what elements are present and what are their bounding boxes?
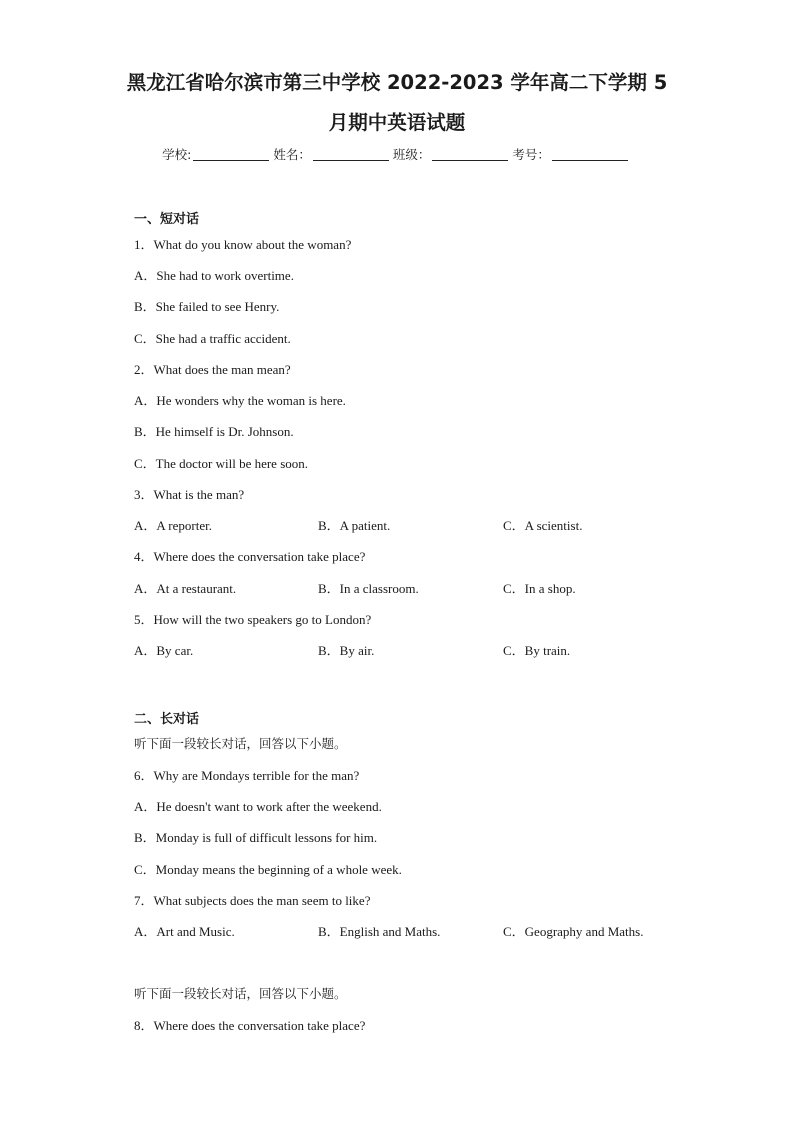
question-4-option-b[interactable]: B．In a classroom. (318, 581, 419, 596)
question-7-stem: 7．What subjects does the man seem to like? (134, 893, 371, 908)
student-info-line (0, 145, 794, 163)
question-6-option-c[interactable]: C．Monday means the beginning of a whole week. (134, 862, 402, 877)
title-line-1: 黑龙江省哈尔滨市第三中学校 2022-2023 学年高二下学期 5 (126, 71, 668, 94)
question-6-option-a[interactable]: A．He doesn't want to work after the weekend. (134, 799, 382, 814)
section-2-intro-1: 听下面一段较长对话，回答以下小题。 (134, 736, 347, 751)
question-5-option-b[interactable]: B．By air. (318, 643, 375, 658)
question-7-option-b[interactable]: B．English and Maths. (318, 924, 441, 939)
question-3-stem: 3．What is the man? (134, 487, 245, 502)
question-2-stem: 2．What does the man mean? (134, 362, 291, 377)
class-label: 班级： (392, 147, 431, 162)
question-8-stem: 8．Where does the conversation take place? (134, 1018, 366, 1033)
title-line-2: 月期中英语试题 (328, 111, 466, 134)
question-3-option-c[interactable]: C．A scientist. (503, 518, 583, 533)
question-4-stem: 4．Where does the conversation take place? (134, 549, 366, 564)
school-blank[interactable] (193, 148, 269, 161)
number-label: 考号： (512, 147, 550, 162)
question-1-stem: 1．What do you know about the woman? (134, 237, 352, 252)
question-6-stem: 6．Why are Mondays terrible for the man? (134, 768, 360, 783)
number-blank[interactable] (552, 148, 628, 161)
class-blank[interactable] (432, 148, 508, 161)
question-5-option-c[interactable]: C．By train. (503, 643, 571, 658)
question-1-option-c[interactable]: C．She had a traffic accident. (134, 331, 291, 346)
question-2-option-a[interactable]: A．He wonders why the woman is here. (134, 393, 346, 408)
question-5-option-a[interactable]: A．By car. (134, 643, 194, 658)
question-1-option-b[interactable]: B．She failed to see Henry. (134, 299, 280, 314)
section-2-heading: 二、长对话 (134, 712, 200, 727)
section-2-intro-2: 听下面一段较长对话，回答以下小题。 (134, 986, 347, 1001)
question-4-option-c[interactable]: C．In a shop. (503, 581, 576, 596)
question-5-stem: 5．How will the two speakers go to London? (134, 612, 372, 627)
name-blank[interactable] (313, 148, 389, 161)
question-6-option-b[interactable]: B．Monday is full of difficult lessons for him. (134, 830, 378, 845)
question-3-option-b[interactable]: B．A patient. (318, 518, 391, 533)
question-1-option-a[interactable]: A．She had to work overtime. (134, 268, 294, 283)
question-7-option-a[interactable]: A．Art and Music. (134, 924, 235, 939)
question-3-option-a[interactable]: A．A reporter. (134, 518, 212, 533)
question-4-option-a[interactable]: A．At a restaurant. (134, 581, 237, 596)
name-label: 姓名： (273, 147, 311, 162)
question-2-option-c[interactable]: C．The doctor will be here soon. (134, 456, 309, 471)
exam-title (60, 63, 734, 143)
section-1-heading: 一、短对话 (134, 212, 200, 227)
question-2-option-b[interactable]: B．He himself is Dr. Johnson. (134, 424, 294, 439)
school-label: 学校: (162, 147, 192, 162)
question-7-option-c[interactable]: C．Geography and Maths. (503, 924, 644, 939)
